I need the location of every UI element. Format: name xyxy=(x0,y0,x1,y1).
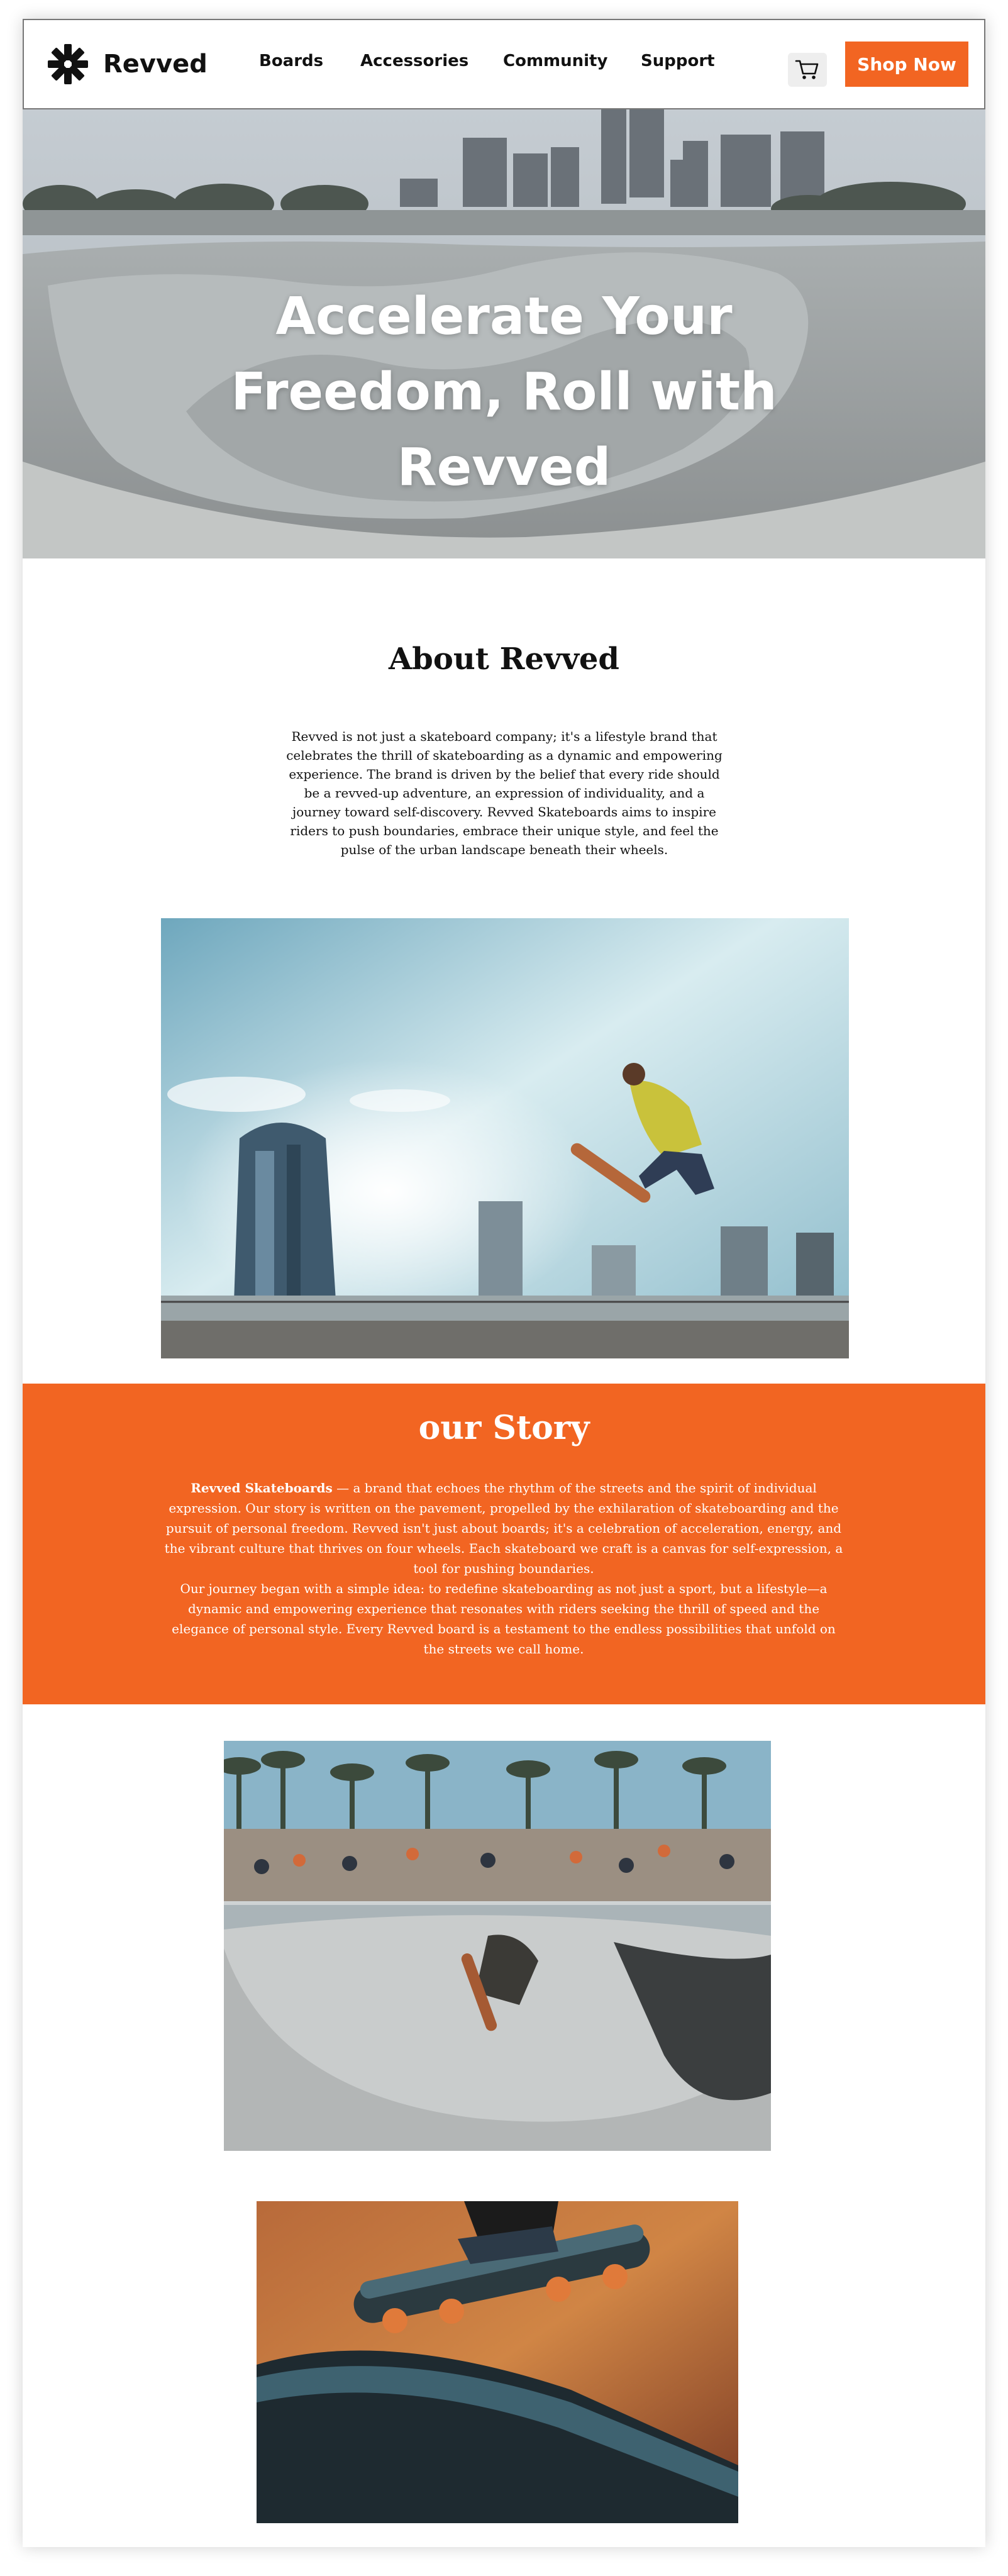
brand-name: Revved xyxy=(103,50,208,79)
skater-bowl-image xyxy=(224,1741,771,2151)
story-paragraph xyxy=(164,1478,843,1579)
nav-item-community[interactable]: Community xyxy=(503,52,608,70)
story-paragraph-text: — a brand that echoes the rhythm of the streets and the spirit of individual expression. Our story is written on the pavement, propelled by the exhilaration of skateboarding and the pursuit of personal freedom. Revved isn't just about boards; it's a celebration of acceleration, energy, and the vibrant culture that thrives on four wheels. Each skateboard we craft is a canvas for self-expression, a tool for pushing boundaries. xyxy=(164,1480,843,1576)
top-nav xyxy=(23,19,985,109)
story-paragraph: Our journey began with a simple idea: to redefine skateboarding as not just a sport, but a lifestyle—a dynamic and empowering experience that resonates with riders seeking the thrill of speed and the elegance of personal style. Every Revved board is a testament to the endless possibilities that unfold on the streets we call home. xyxy=(172,1581,836,1657)
page xyxy=(23,19,985,2547)
hero-title-line: Revved xyxy=(397,438,611,497)
about-body: Revved is not just a skateboard company; it's a lifestyle brand that celebrates the thrill of skateboarding as a dynamic and empowering experience. The brand is driven by the belief that every ride should be a revved-up adventure, an expression of individuality, and a journey toward self-discovery. Revved Skateboards aims to inspire riders to push boundaries, embrace their unique style, and feel the pulse of the urban landscape beneath their wheels. xyxy=(286,729,723,857)
hero-title-line: Accelerate Your xyxy=(275,287,733,347)
nav-item-support[interactable]: Support xyxy=(641,52,715,70)
hero-banner xyxy=(23,109,985,558)
story-lead: Revved Skateboards xyxy=(191,1480,333,1496)
skateboard-grind-image xyxy=(257,2201,738,2523)
nav-item-accessories[interactable]: Accessories xyxy=(360,52,469,70)
hero-title-line: Freedom, Roll with xyxy=(231,362,777,422)
story-title: our Story xyxy=(418,1409,590,1447)
main-menu xyxy=(24,52,984,77)
story-section xyxy=(23,1384,985,1704)
cart-icon xyxy=(795,58,820,81)
shop-now-button[interactable]: Shop Now xyxy=(845,42,968,87)
skater-jump-image xyxy=(161,918,849,1358)
about-title: About Revved xyxy=(389,641,619,677)
hero-title xyxy=(23,279,985,506)
story-body xyxy=(164,1478,843,1659)
cart-button[interactable] xyxy=(788,53,827,87)
nav-item-boards[interactable]: Boards xyxy=(259,52,324,70)
